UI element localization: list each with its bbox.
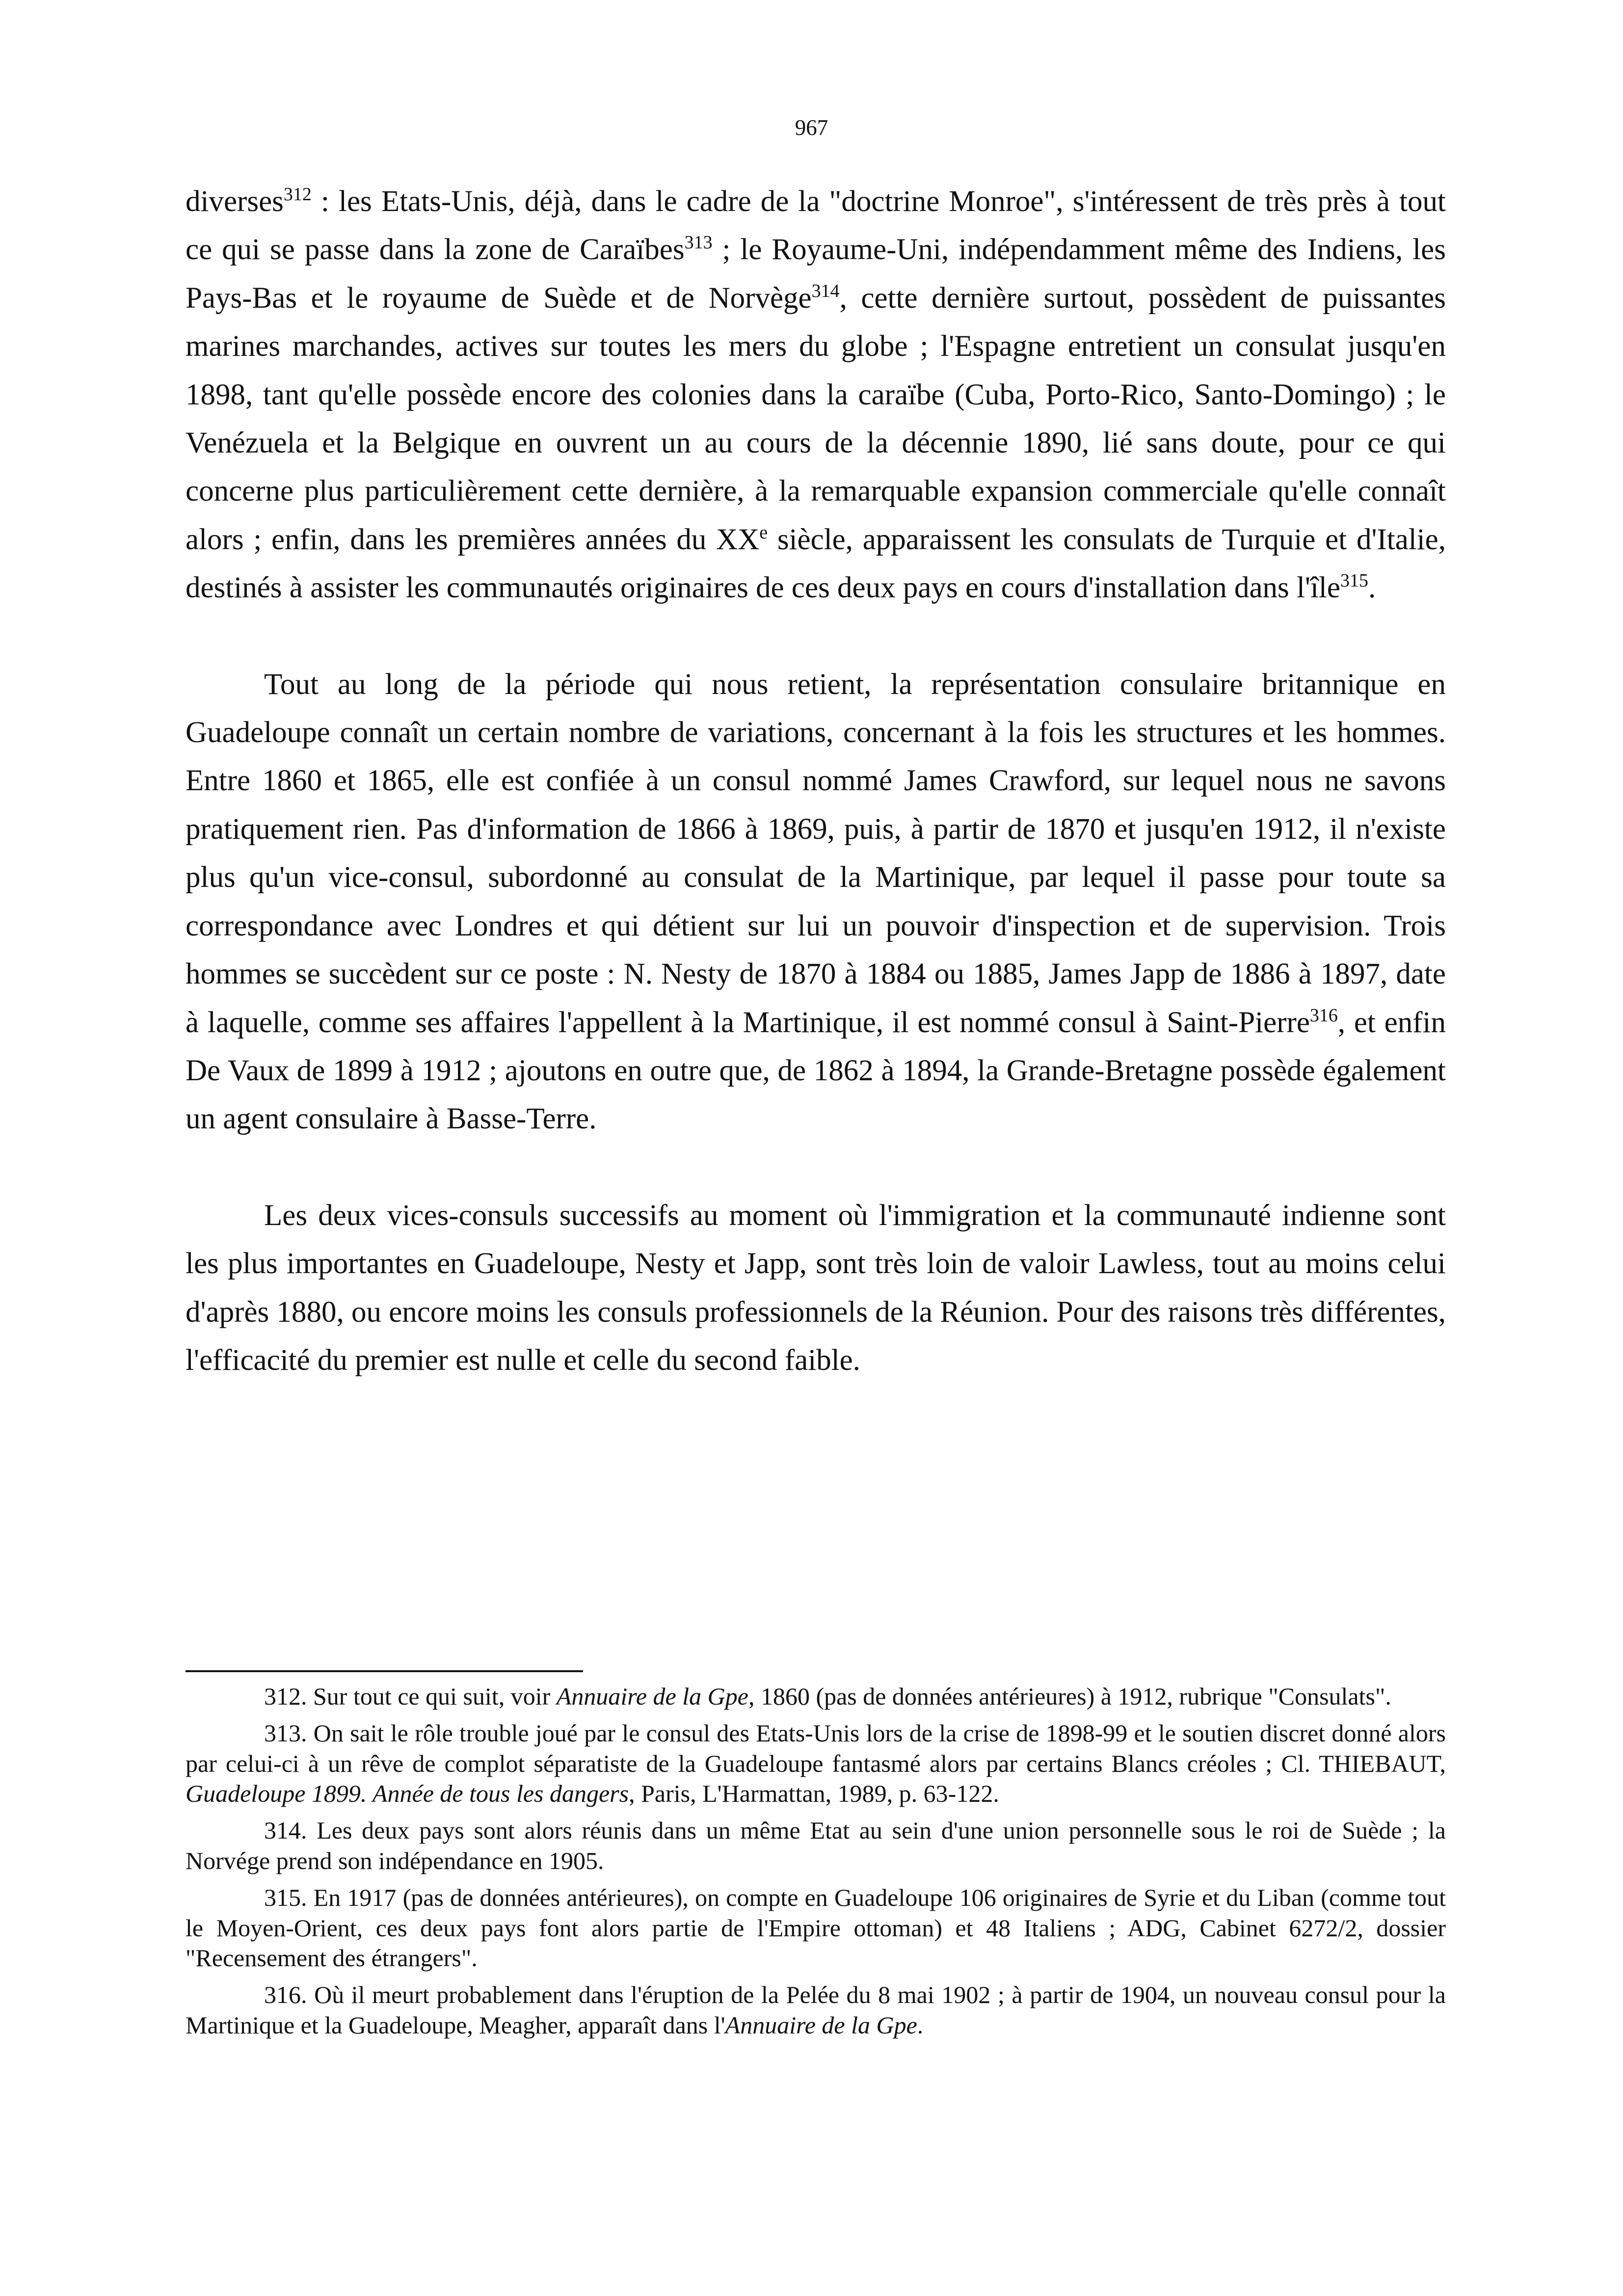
- footnote-312: [186, 1682, 1446, 1712]
- text-run: siècle, apparaissent les consulats de Turquie et d'Italie, destinés à assister les communautés originaires de ces deux pays en cours d'installation dans l'île: [186, 523, 1446, 605]
- text-run: diverses: [186, 185, 284, 218]
- italic-title: Guadeloupe 1899. Année de tous les dangers: [186, 1780, 629, 1808]
- text-run: : les Etats-Unis, déjà, dans le cadre de la "doctrine Monroe", s'intéressent de très près à tout ce qui se passe dans la zone de Caraïbes: [186, 185, 1446, 267]
- text-run: 314. Les deux pays sont alors réunis dans un même Etat au sein d'une union personnelle sous le roi de Suède ; la Norvége prend son indépendance en 1905.: [186, 1816, 1446, 1874]
- footnotes: [186, 1682, 1446, 2047]
- footnote-ref: 315: [1340, 570, 1368, 591]
- text-run: 312. Sur tout ce qui suit, voir: [264, 1682, 557, 1710]
- footnote-ref: 316: [1309, 1005, 1338, 1026]
- text-run: ; le Royaume-Uni, indépendamment même des Indiens, les Pays-Bas et le royaume de Suède et de Norvège: [186, 233, 1446, 315]
- italic-title: Annuaire de la Gpe: [725, 2011, 917, 2039]
- text-run: , et enfin De Vaux de 1899 à 1912 ; ajoutons en outre que, de 1862 à 1894, la Grande-Bretagne possède également un agent consulaire à Basse-Terre.: [186, 1006, 1446, 1136]
- footnote-316: [186, 1980, 1446, 2041]
- footnote-313: [186, 1718, 1446, 1809]
- body-text: [186, 178, 1446, 1385]
- text-run: .: [1368, 571, 1376, 605]
- paragraph-2: [186, 661, 1446, 1144]
- footnote-separator: [186, 1670, 583, 1672]
- footnote-ref: 312: [283, 184, 312, 205]
- text-run: , 1860 (pas de données antérieures) à 1912, rubrique "Consulats".: [748, 1682, 1391, 1710]
- text-run: Tout au long de la période qui nous retient, la représentation consulaire britannique en Guadeloupe connaît un certain nombre de variations, concernant à la fois les structures et les hommes. Entre 1860 et 1865, elle est confiée à un consul nommé James Crawford, sur lequel nous ne savons pratiquement rien. Pas d'information de 1866 à 1869, puis, à partir de 1870 et jusqu'en 1912, il n'existe plus qu'un vice-consul, subordonné au consulat de la Martinique, par lequel il passe pour toute sa correspondance avec Londres et qui détient sur lui un pouvoir d'inspection et de supervision. Trois hommes se succèdent sur ce poste : N. Nesty de 1870 à 1884 ou 1885, James Japp de 1886 à 1897, date à laquelle, comme ses affaires l'appellent à la Martinique, il est nommé consul à Saint-Pierre: [186, 667, 1446, 1039]
- footnote-ref: 314: [811, 280, 840, 301]
- text-run: 315. En 1917 (pas de données antérieures), on compte en Guadeloupe 106 originaires de Syrie et du Liban (comme tout le Moyen-Orient, ces deux pays font alors partie de l'Empire ottoman) et 48 Italiens ; ADG, Cabinet 6272/2, dossier "Recensement des étrangers".: [186, 1883, 1446, 1972]
- text-run: Les deux vices-consuls successifs au moment où l'immigration et la communauté indienne sont les plus importantes en Guadeloupe, Nesty et Japp, sont très loin de valoir Lawless, tout au moins celui d'après 1880, ou encore moins les consuls professionnels de la Réunion. Pour des raisons très différentes, l'efficacité du premier est nulle et celle du second faible.: [186, 1199, 1446, 1377]
- page-number: 967: [795, 115, 828, 140]
- text-run: 316. Où il meurt probablement dans l'éruption de la Pelée du 8 mai 1902 ; à partir de 1904, un nouveau consul pour la Martinique et la Guadeloupe, Meagher, apparaît dans l': [186, 1981, 1446, 2039]
- paragraph-3: [186, 1192, 1446, 1385]
- footnote-315: [186, 1883, 1446, 1974]
- footnote-ref: 313: [684, 232, 713, 253]
- text-run: , cette dernière surtout, possèdent de puissantes marines marchandes, actives sur toutes les mers du globe ; l'Espagne entretient un consulat jusqu'en 1898, tant qu'elle possède encore des colonies dans la caraïbe (Cuba, Porto-Rico, Santo-Domingo) ; le Venézuela et la Belgique en ouvrent un au cours de la décennie 1890, lié sans doute, pour ce qui concerne plus particulièrement cette dernière, à la remarquable expansion commerciale qu'elle connaît alors ; enfin, dans les premières années du XX: [186, 281, 1446, 556]
- footnote-314: [186, 1815, 1446, 1876]
- footnote-ref: e: [759, 522, 768, 543]
- paragraph-1: [186, 178, 1446, 613]
- text-run: .: [917, 2011, 924, 2039]
- italic-title: Annuaire de la Gpe: [556, 1682, 748, 1710]
- text-run: , Paris, L'Harmattan, 1989, p. 63-122.: [629, 1780, 999, 1808]
- text-run: 313. On sait le rôle trouble joué par le consul des Etats-Unis lors de la crise de 1898-99 et le soutien discret donné alors par celui-ci à un rêve de complot séparatiste de la Guadeloupe fantasmé alors par certains Blancs créoles ; Cl. THIEBAUT,: [186, 1719, 1446, 1777]
